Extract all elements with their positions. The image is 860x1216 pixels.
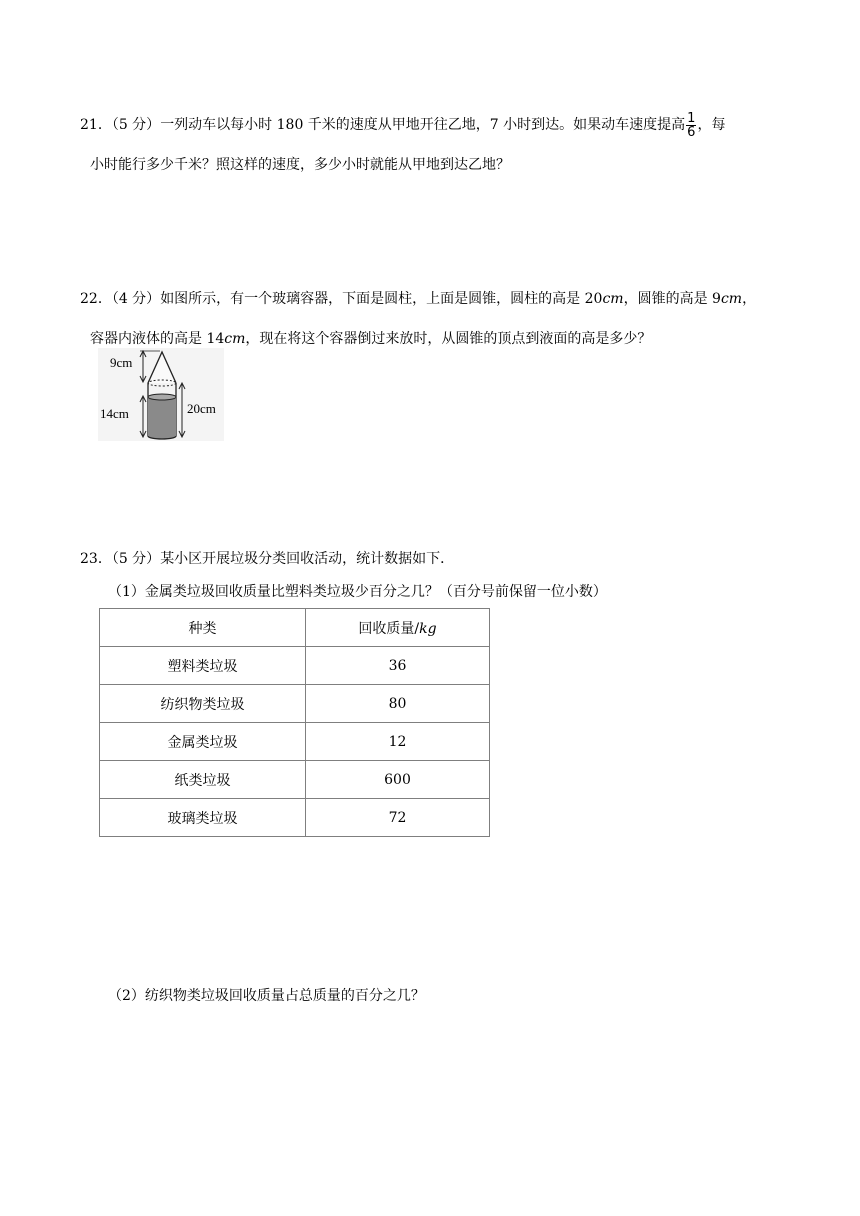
question-21-line-1 bbox=[80, 105, 780, 145]
question-number: 22． bbox=[80, 291, 112, 307]
question-number: 21． bbox=[80, 117, 112, 133]
question-text: 一列动车以每小时 180 千米的速度从甲地开往乙地，7 小时到达。如果动车速度提高 bbox=[160, 117, 686, 133]
question-score: （4 分） bbox=[111, 291, 161, 307]
question-21 bbox=[80, 105, 780, 185]
question-23-line-1 bbox=[80, 539, 780, 579]
table-row bbox=[100, 647, 490, 685]
table-row bbox=[100, 761, 490, 799]
cell-mass: 12 bbox=[306, 723, 490, 761]
fraction-denominator: 6 bbox=[687, 124, 696, 140]
cell-mass: 72 bbox=[306, 799, 490, 837]
question-text: 如图所示，有一个玻璃容器，下面是圆柱，上面是圆锥，圆柱的高是 20 bbox=[160, 291, 603, 307]
question-22-line-1 bbox=[80, 279, 780, 319]
table-row bbox=[100, 723, 490, 761]
question-23 bbox=[80, 539, 780, 579]
header-mass: 回收质量/kg bbox=[306, 609, 490, 647]
cone-height-label: 9cm bbox=[110, 355, 133, 370]
liquid-height-label: 14cm bbox=[100, 406, 129, 421]
question-score: （5 分） bbox=[111, 551, 161, 567]
recycling-table bbox=[99, 608, 490, 837]
fraction bbox=[686, 112, 696, 139]
question-number: 23． bbox=[80, 551, 112, 567]
unit: cm bbox=[602, 291, 624, 307]
container-figure bbox=[98, 348, 224, 441]
cylinder-height-label: 20cm bbox=[187, 401, 216, 416]
cell-kind: 纸类垃圾 bbox=[100, 761, 306, 799]
cell-kind: 塑料类垃圾 bbox=[100, 647, 306, 685]
table-header-row bbox=[100, 609, 490, 647]
question-text: ， bbox=[742, 291, 757, 307]
fraction-numerator: 1 bbox=[687, 110, 696, 126]
table-row bbox=[100, 685, 490, 723]
header-kind: 种类 bbox=[100, 609, 306, 647]
cell-kind: 金属类垃圾 bbox=[100, 723, 306, 761]
question-text: 某小区开展垃圾分类回收活动，统计数据如下． bbox=[160, 551, 455, 567]
cell-mass: 80 bbox=[306, 685, 490, 723]
question-22 bbox=[80, 279, 780, 359]
table-row bbox=[100, 799, 490, 837]
question-score: （5 分） bbox=[111, 117, 161, 133]
cell-mass: 36 bbox=[306, 647, 490, 685]
liquid-surface bbox=[148, 394, 176, 400]
cell-mass: 600 bbox=[306, 761, 490, 799]
question-text: ，圆锥的高是 9 bbox=[623, 291, 721, 307]
sub-question-2: （2）纺织物类垃圾回收质量占总质量的百分之几？ bbox=[108, 988, 425, 1004]
question-text: ，每 bbox=[697, 117, 726, 133]
unit: cm bbox=[720, 291, 743, 307]
question-text: 容器内液体的高是 14 bbox=[90, 331, 225, 347]
question-21-line-2: 小时能行多少千米？照这样的速度，多少小时就能从甲地到达乙地？ bbox=[90, 157, 510, 173]
sub-question-1: （1）金属类垃圾回收质量比塑料类垃圾少百分之几？（百分号前保留一位小数） bbox=[108, 584, 607, 600]
cell-kind: 玻璃类垃圾 bbox=[100, 799, 306, 837]
liquid-fill bbox=[148, 397, 176, 439]
question-text: ，现在将这个容器倒过来放时，从圆锥的顶点到液面的高是多少？ bbox=[245, 331, 652, 347]
unit: cm bbox=[224, 331, 246, 347]
cell-kind: 纺织物类垃圾 bbox=[100, 685, 306, 723]
